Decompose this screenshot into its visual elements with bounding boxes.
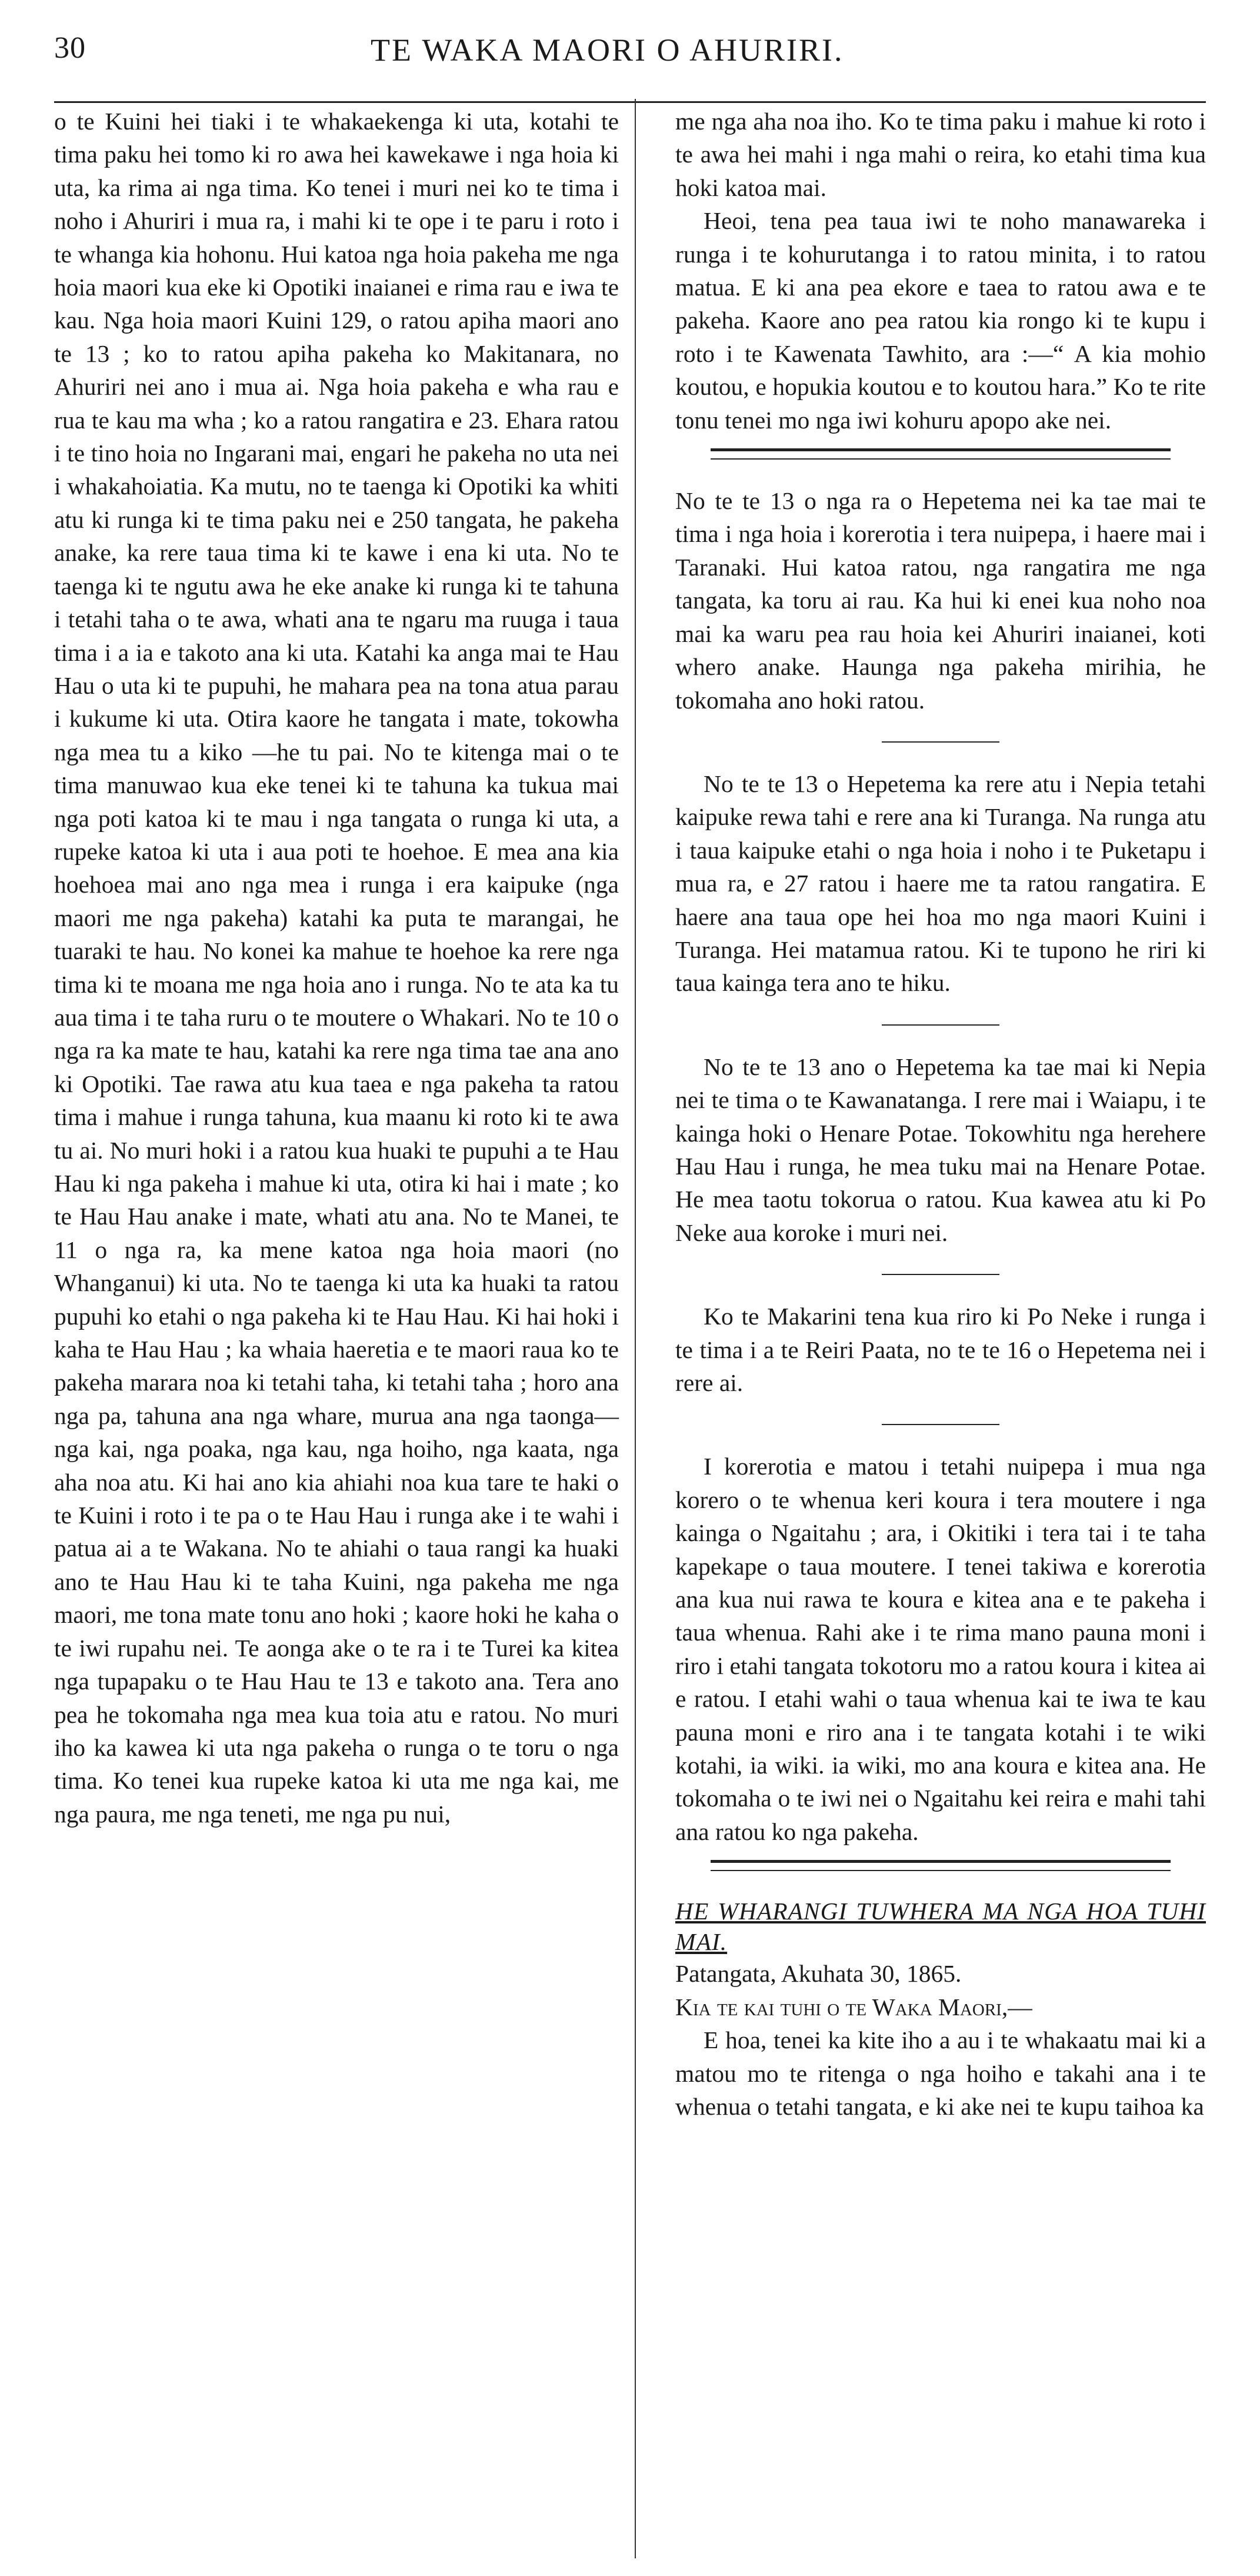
page-header bbox=[0, 31, 1260, 84]
running-title: TE WAKA MAORI O AHURIRI. bbox=[371, 32, 844, 68]
header-rule bbox=[54, 101, 1206, 103]
separator-rule bbox=[882, 1024, 999, 1026]
section-double-rule bbox=[711, 1860, 1171, 1871]
news-item: Ko te Makarini tena kua riro ki Po Neke i runga i te tima i a te Reiri Paata, no te te 16 o Hepetema nei i rere ai. bbox=[675, 1303, 1206, 1396]
news-item: I korerotia e matou i tetahi nuipepa i mua nga korero o te whenua keri koura i tera moutere i nga kainga o Ngaitahu ; ara, i Okitiki i tera tai i te taha kapekape o taua moutere. I tenei takiwa e korerotia ana kua nui rawa te koura e kitea ana e te pakeha i taua whenua. Rahi ake i te rima mano pauna moni i riro i etahi tangata tokotoru mo a ratou koura i kitea ai e ratou. I etahi wahi o taua whenua kai te iwa te kau pauna moni e riro ana i te tangata kotahi i te wiki kotahi, ia wiki. ia wiki, mo ana koura e kitea ana. He tokomaha o te iwi nei o Ngaitahu kei reira e mahi tahi ana ratou ko nga pakeha. bbox=[675, 1453, 1206, 1845]
left-column bbox=[54, 105, 619, 1831]
section-double-rule bbox=[711, 448, 1171, 460]
letter-salutation: Kia te kai tuhi o te Waka Maori,— bbox=[675, 1993, 1032, 2021]
separator-rule bbox=[882, 741, 999, 743]
letter-body: E hoa, tenei ka kite iho a au i te whakaatu mai ki a matou mo te ritenga o nga hoiho e takahi ana i te whenua o tetahi tangata, e ki ake nei te kupu taihoa ka bbox=[675, 2026, 1206, 2120]
separator-rule bbox=[882, 1424, 999, 1425]
right-column bbox=[675, 105, 1206, 2123]
article-paragraph: Heoi, tena pea taua iwi te noho manawareka i runga i te kohurutanga i to ratou minita, i to ratou matua. E ki ana pea ekore e taea to ratou awa e te pakeha. Kaore ano pea ratou kia rongo ki te kupu i roto i te Kawenata Tawhito, ara :—“ A kia mohio koutou, e hopukia koutou e to koutou hara.” Ko te rite tonu tenei mo nga iwi kohuru apopo ake nei. bbox=[675, 207, 1206, 434]
separator-rule bbox=[882, 1274, 999, 1275]
news-item: No te te 13 o nga ra o Hepetema nei ka tae mai te tima i nga hoia i korerotia i tera nuipepa, i haere mai i Taranaki. Hui katoa ratou, nga rangatira me nga tangata, ka toru ai rau. Ka hui ki enei kua noho noa mai ka waru pea rau hoia kei Ahuriri inaianei, koti whero anake. Haunga nga pakeha mirihia, he tokomaha ano hoki ratou. bbox=[675, 487, 1206, 714]
article-paragraph: o te Kuini hei tiaki i te whakaekenga ki uta, kotahi te tima paku hei tomo ki ro awa hei kawekawe i nga hoia ki uta, ka rima ai nga tima. Ko tenei i muri nei ko te tima i noho i Ahuriri i mua ra, i mahi ki te ope i te paru i roto i te whanga kia hohonu. Hui katoa nga hoia pakeha me nga hoia maori kua eke ki Opotiki inaianei e rima rau e iwa te kau. Nga hoia maori Kuini 129, o ratou apiha maori ano te 13 ; ko to ratou apiha pakeha ko Makitanara, no Ahuriri nei ano i mua ai. Nga hoia pakeha e wha rau e rua te kau ma wha ; ko a ratou rangatira e 23. Ehara ratou i te tino hoia no Ingarani mai, engari he pakeha no uta nei i whakahoiatia. Ka mutu, no te taenga ki Opotiki ka whiti atu ki runga ki te tima paku nei e 250 tangata, he pakeha anake, ka rere taua tima ki te kawe i ena ki uta. No te taenga ki te ngutu awa he eke anake ki runga ki te tahuna i tetahi taha o te awa, whati ana te ngaru ma ruuga i taua tima i a ia e takoto ana ki uta. Katahi ka anga mai te Hau Hau o uta ki te pupuhi, he mahara pea na tona atua parau i kukume ki uta. Otira kaore he tangata i mate, tokowha nga mea tu a kiko —he tu pai. No te kitenga mai o te tima manuwao kua eke tenei ki te tahuna ka tukua mai nga poti katoa ki te mau i nga tangata o runga ki uta, a rupeke katoa ki uta i aua poti te hoehoe. E mea ana kia hoehoea mai ano nga mea i runga i era kaipuke (nga maori me nga pakeha) katahi ka puta te marangai, he tuaraki te hau. No konei ka mahue te hoehoe ka rere nga tima ki te moana me nga hoia ano i runga. No te ata ka tu aua tima i te taha ruru o te moutere o Whakari. No te 10 o nga ra ka mate te hau, katahi ka rere nga tima tae ana ano ki Opotiki. Tae rawa atu kua taea e nga pakeha ta ratou tima i mahue i runga tahuna, kua maanu ki roto ki te awa tu ai. No muri hoki i a ratou kua huaki te pupuhi a te Hau Hau ki nga pakeha i mahue ki uta, otira ki hai i mate ; ko te Hau Hau anake i mate, whati atu ana. No te Manei, te 11 o nga ra, ka mene katoa nga hoia maori (no Whanganui) ki uta. No te taenga ki uta ka huaki ta ratou pupuhi ko etahi o nga pakeha ki te Hau Hau. Ki hai hoki i kaha te Hau Hau ; ka whaia haeretia e te maori raua ko te pakeha marara noa ki tetahi taha, ki tetahi taha ; horo ana nga pa, tahuna ana nga whare, murua ana nga taonga—nga kai, nga poaka, nga kau, nga hoiho, nga kaata, nga aha noa atu. Ki hai ano kia ahiahi noa kua tare te haki o te Kuini i roto i te pa o te Hau Hau i runga ake i te wahi i patua ai a te Wakana. No te ahiahi o taua rangi ka huaki ano te Hau Hau ki te taha Kuini, nga pakeha me nga maori, me tona mate tonu ano hoki ; kaore hoki he kaha o te iwi rupahu nei. Te aonga ake o te ra i te Turei ka kitea nga tupapaku o te Hau Hau te 13 e takoto ana. Tera ano pea he tokomaha nga mea kua toia atu e ratou. No muri iho ka kawea ki uta nga pakeha o runga o te toru o nga tima. Ko tenei kua rupeke katoa ki uta me nga kai, me nga paura, me nga teneti, me nga pu nui, bbox=[54, 108, 619, 1828]
news-item: No te te 13 ano o Hepetema ka tae mai ki Nepia nei te tima o te Kawanatanga. I rere mai i Waiapu, i te kainga hoki o Henare Potae. Tokowhitu nga herehere Hau Hau i runga, he mea tuku mai na Henare Potae. He mea taotu tokorua o ratou. Kua kawea atu ki Po Neke aua koroke i muri nei. bbox=[675, 1053, 1206, 1246]
letters-section-heading: HE WHARANGI TUWHERA MA NGA HOA TUHI MAI. bbox=[675, 1898, 1206, 1956]
page-number: 30 bbox=[54, 31, 86, 65]
article-paragraph: me nga aha noa iho. Ko te tima paku i mahue ki roto i te awa hei mahi i nga mahi o reira, ko etahi tima kua hoki katoa mai. bbox=[675, 108, 1206, 201]
news-item: No te te 13 o Hepetema ka rere atu i Nepia tetahi kaipuke rewa tahi e rere ana ki Turanga. Na runga atu i taua kaipuke etahi o nga hoia i noho i te Puketapu i mua ra, e 27 ratou i haere me ta ratou rangatira. E haere ana taua ope hei hoa mo nga maori Kuini i Turanga. Hei matamua ratou. Ki te tupono he riri ki taua kainga tera ano te hiku. bbox=[675, 770, 1206, 997]
column-divider bbox=[635, 99, 636, 2558]
letter-dateline: Patangata, Akuhata 30, 1865. bbox=[675, 1960, 962, 1988]
